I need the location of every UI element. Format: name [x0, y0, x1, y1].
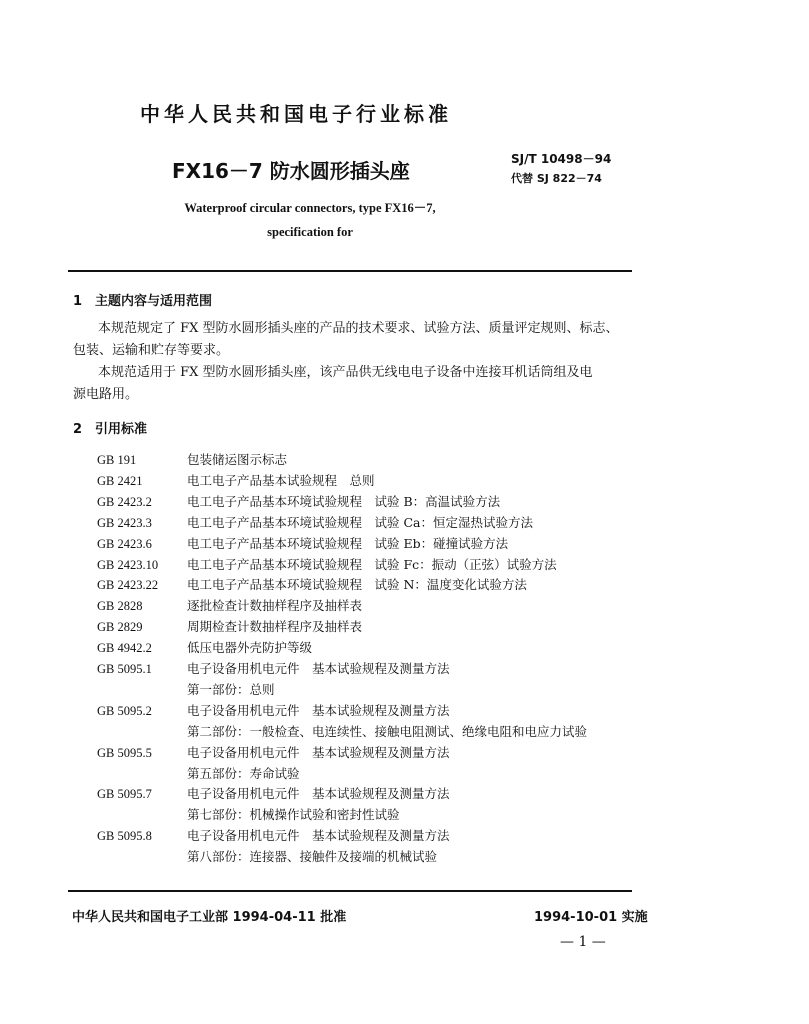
reference-title: 电工电子产品基本环境试验规程 试验 Ca：恒定湿热试验方法: [187, 514, 533, 530]
reference-code: GB 191: [97, 453, 137, 467]
english-title-line-2: specification for: [267, 225, 353, 239]
reference-title: 第七部份：机械操作试验和密封性试验: [187, 807, 400, 823]
standard-code: SJ/T 10498－94: [511, 152, 612, 166]
reference-title: 第五部份：寿命试验: [187, 765, 300, 781]
reference-code: GB 2421: [97, 473, 143, 488]
paragraph-line: 本规范适用于 FX 型防水圆形插头座，该产品供无线电电子设备中连接耳机话筒组及电: [98, 365, 593, 380]
reference-title: 第一部份：总则: [187, 681, 275, 697]
paragraph-line: 本规范规定了 FX 型防水圆形插头座的产品的技术要求、试验方法、质量评定规则、标志、: [98, 321, 619, 336]
reference-title: 电子设备用机电元件 基本试验规程及测量方法: [187, 702, 450, 718]
reference-title: 低压电器外壳防护等级: [187, 640, 313, 656]
reference-code: GB 2828: [97, 599, 143, 614]
effective-date: 1994-10-01 实施: [534, 910, 648, 925]
reference-code: GB 5095.7: [97, 787, 152, 802]
reference-title: 电工电子产品基本环境试验规程 试验 Fc：振动（正弦）试验方法: [187, 556, 557, 572]
english-title: [140, 196, 480, 244]
bottom-divider: [68, 890, 632, 892]
replaces-code: 代替 SJ 822－74: [511, 172, 602, 185]
reference-title: 电工电子产品基本环境试验规程 试验 Eb：碰撞试验方法: [187, 535, 509, 551]
reference-code: GB 2423.10: [97, 557, 159, 572]
page-number: — 1 —: [560, 934, 606, 950]
reference-code: GB 2423.2: [97, 494, 152, 509]
reference-title: 周期检查计数抽样程序及抽样表: [187, 619, 363, 635]
reference-code: GB 5095.2: [97, 703, 152, 718]
reference-code: GB 5095.8: [97, 829, 152, 844]
section-2-heading: 2 引用标准: [73, 422, 148, 437]
reference-title: 电子设备用机电元件 基本试验规程及测量方法: [187, 786, 450, 802]
reference-title: 第八部份：连接器、接触件及接端的机械试验: [187, 849, 438, 865]
reference-code: GB 4942.2: [97, 641, 152, 656]
reference-code: GB 2423.3: [97, 515, 152, 530]
top-divider: [68, 270, 632, 272]
reference-title: 电子设备用机电元件 基本试验规程及测量方法: [187, 828, 450, 844]
reference-title: 电工电子产品基本环境试验规程 试验 B：高温试验方法: [187, 493, 501, 509]
reference-title: 第二部份：一般检查、电连续性、接触电阻测试、绝缘电阻和电应力试验: [187, 723, 588, 739]
paragraph-line: 包装、运输和贮存等要求。: [73, 343, 230, 358]
reference-code: GB 2423.22: [97, 578, 159, 593]
section-1-paragraph-1: [73, 318, 643, 362]
reference-title: 电工电子产品基本试验规程 总则: [187, 472, 375, 488]
reference-code: GB 5095.5: [97, 745, 152, 760]
reference-title: 电子设备用机电元件 基本试验规程及测量方法: [187, 661, 450, 676]
reference-code: GB 5095.1: [97, 662, 152, 676]
standard-header: 中华人民共和国电子行业标准: [140, 102, 452, 126]
english-title-line-1: Waterproof circular connectors, type FX16－7,: [184, 201, 436, 215]
reference-title: 逐批检查计数抽样程序及抽样表: [187, 598, 363, 614]
document-title: FX16－7 防水圆形插头座: [172, 159, 410, 183]
reference-code: GB 2423.6: [97, 536, 152, 551]
reference-title: 电子设备用机电元件 基本试验规程及测量方法: [187, 744, 450, 760]
section-1-heading: 1 主题内容与适用范围: [73, 294, 213, 309]
paragraph-line: 源电路用。: [73, 387, 139, 402]
approval-text: 中华人民共和国电子工业部 1994-04-11 批准: [72, 910, 347, 925]
reference-title: 电工电子产品基本环境试验规程 试验 N：温度变化试验方法: [187, 577, 527, 593]
reference-title: 包装储运图示标志: [187, 452, 288, 467]
section-1-paragraph-2: [73, 362, 643, 406]
reference-code: GB 2829: [97, 620, 143, 635]
